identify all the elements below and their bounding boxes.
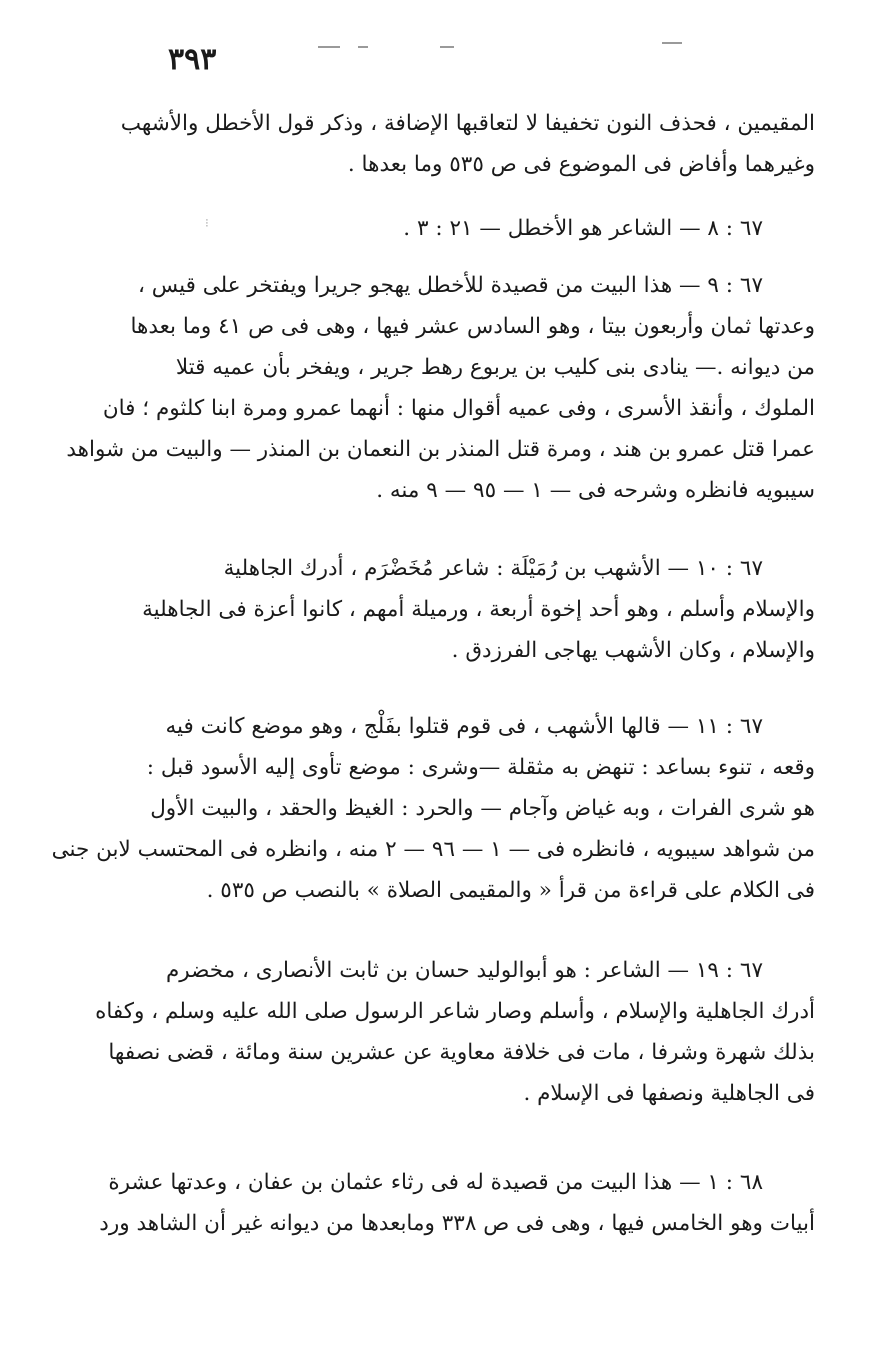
text-line: ٦٧ : ١٠ — الأشهب بن رُمَيْلَة : شاعر مُخَضْرَم ، أدرك الجاهلية — [223, 556, 763, 581]
text-line: ٦٧ : ١١ — قالها الأشهب ، فى قوم قتلوا بفَلْج ، وهو موضع كانت فيه — [165, 714, 763, 739]
paragraph-2 — [100, 208, 815, 249]
text-line: والإسلام ، وكان الأشهب يهاجى الفرزدق . — [451, 638, 815, 663]
text-line: فى الجاهلية ونصفها فى الإسلام . — [523, 1081, 815, 1106]
paragraph-5 — [51, 706, 815, 911]
paragraph-4 — [100, 548, 815, 671]
page-number: ٣٩٣ — [168, 42, 217, 77]
text-line: ٦٨ : ١ — هذا البيت من قصيدة له فى رثاء عثمان بن عفان ، وعدتها عشرة — [108, 1170, 763, 1195]
text-line: هو شرى الفرات ، وبه غياض وآجام — والحرد : الغيظ والحقد ، والبيت الأول — [150, 796, 815, 821]
text-line: وقعه ، تنوء بساعد : تنهض به مثقلة —وشرى : موضع تأوى إليه الأسود قبل : — [146, 755, 815, 780]
scan-speck: ⁝ — [205, 216, 209, 230]
text-line: من ديوانه .— ينادى بنى كليب بن يربوع رهط جرير ، ويفخر بأن عميه قتلا — [175, 355, 815, 380]
paragraph-7 — [100, 1162, 815, 1244]
text-line: سيبويه فانظره وشرحه فى — ١ — ٩٥ — ٩ منه . — [376, 478, 815, 503]
text-line: ٦٧ : ١٩ — الشاعر : هو أبوالوليد حسان بن ثابت الأنصارى ، مخضرم — [165, 958, 763, 983]
text-line: أدرك الجاهلية والإسلام ، وأسلم وصار شاعر الرسول صلى الله عليه وسلم ، وكفاه — [95, 999, 815, 1024]
text-line: عمرا قتل عمرو بن هند ، ومرة قتل المنذر بن النعمان بن المنذر — والبيت من شواهد — [66, 437, 815, 462]
text-line: فى الكلام على قراءة من قرأ « والمقيمى الصلاة » بالنصب ص ٥٣٥ . — [206, 878, 815, 903]
text-line: الملوك ، وأنقذ الأسرى ، وفى عميه أقوال منها : أنهما عمرو ومرة ابنا كلثوم ؛ فان — [102, 396, 815, 421]
text-line: أبيات وهو الخامس فيها ، وهى فى ص ٣٣٨ ومابعدها من ديوانه غير أن الشاهد ورد — [99, 1211, 815, 1236]
text-line: بذلك شهرة وشرفا ، مات فى خلافة معاوية عن عشرين سنة ومائة ، قضى نصفها — [108, 1040, 815, 1065]
text-line: من شواهد سيبويه ، فانظره فى — ١ — ٩٦ — ٢ منه ، وانظره فى المحتسب لابن جنى — [51, 837, 815, 862]
text-line: والإسلام وأسلم ، وهو أحد إخوة أربعة ، ورميلة أمهم ، كانوا أعزة فى الجاهلية — [142, 597, 815, 622]
text-line: المقيمين ، فحذف النون تخفيفا لا لتعاقبها الإضافة ، وذكر قول الأخطل والأشهب — [120, 111, 815, 136]
text-line: وغيرهما وأفاض فى الموضوع فى ص ٥٣٥ وما بعدها . — [347, 152, 815, 177]
scan-artifacts — [0, 46, 873, 56]
paragraph-1 — [100, 103, 815, 185]
text-line: وعدتها ثمان وأربعون بيتا ، وهو السادس عشر فيها ، وهى فى ص ٤١ وما بعدها — [130, 314, 815, 339]
text-line: ٦٧ : ٨ — الشاعر هو الأخطل — ٢١ : ٣ . — [403, 216, 763, 241]
paragraph-3 — [66, 265, 815, 511]
text-line: ٦٧ : ٩ — هذا البيت من قصيدة للأخطل يهجو جريرا ويفتخر على قيس ، — [137, 273, 763, 298]
paragraph-6 — [95, 950, 815, 1114]
